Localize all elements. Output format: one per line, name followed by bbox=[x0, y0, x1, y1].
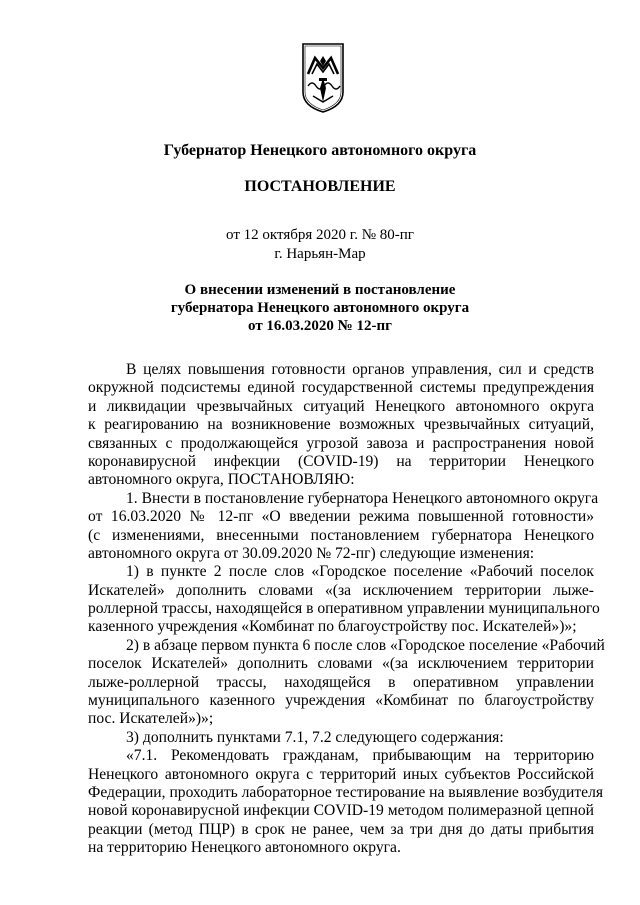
body-line: 1. Внести в постановление губернатора Ненецкого автономного округа bbox=[126, 489, 599, 507]
issuer-heading: Губернатор Ненецкого автономного округа bbox=[163, 142, 477, 159]
body-line: Искателей» дополнить словами «(за исключением территории лыже- bbox=[88, 581, 594, 599]
document-type: ПОСТАНОВЛЕНИЕ bbox=[244, 178, 396, 195]
body-line: коронавирусной инфекции (COVID-19) на территории Ненецкого bbox=[88, 452, 594, 470]
body-line: (с изменениями, внесенными постановлением губернатора Ненецкого bbox=[88, 526, 594, 544]
body-line: Ненецкого автономного округа с территорий иных субъектов Российской bbox=[88, 765, 594, 783]
body-line: лыже-роллерной трассы, находящейся в оперативном управлении bbox=[88, 673, 594, 691]
body-line: муниципального казенного учреждения «Комбинат по благоустройству bbox=[88, 692, 594, 710]
body-line: и ликвидации чрезвычайных ситуаций Ненецкого автономного округа bbox=[88, 397, 594, 415]
date-number: от 12 октября 2020 г. № 80-пг bbox=[226, 227, 414, 243]
title-line: О внесении изменений в постановление bbox=[184, 282, 456, 298]
body-line: 3) дополнить пунктами 7.1, 7.2 следующего содержания: bbox=[126, 728, 504, 746]
title-line: от 16.03.2020 № 12-пг bbox=[248, 318, 392, 334]
body-line: автономного округа, ПОСТАНОВЛЯЮ: bbox=[88, 471, 355, 489]
document-title bbox=[0, 281, 640, 335]
coat-of-arms-icon bbox=[300, 42, 346, 114]
body-line: Федерации, проходить лабораторное тестирование на выявление возбудителя bbox=[88, 783, 604, 801]
body-line: связанных с продолжающейся угрозой завоза и распространения новой bbox=[88, 434, 594, 452]
body-line: от 16.03.2020 № 12-пг «О введении режима повышенной готовности» bbox=[88, 508, 594, 526]
body-line: «7.1. Рекомендовать гражданам, прибывающим на территорию bbox=[126, 747, 594, 765]
body-line: В целях повышения готовности органов управления, сил и средств bbox=[126, 361, 594, 378]
body-line: 2) в абзаце первом пункта 6 после слов «Городское поселение «Рабочий bbox=[126, 636, 605, 654]
body-line: к реагированию на возникновение возможных чрезвычайных ситуаций, bbox=[88, 416, 594, 434]
body-line: казенного учреждения «Комбинат по благоустройству пос. Искателей»)»; bbox=[88, 618, 577, 636]
body-line: новой коронавирусной инфекции COVID-19 методом полимеразной цепной bbox=[88, 802, 594, 820]
title-line: губернатора Ненецкого автономного округа bbox=[170, 300, 470, 316]
body-line: поселок Искателей» дополнить словами «(за исключением территории bbox=[88, 655, 594, 673]
body-line: окружной подсистемы единой государственной системы предупреждения bbox=[88, 379, 594, 397]
body-line: реакции (метод ПЦР) в срок не ранее, чем за три дня до даты прибытия bbox=[88, 820, 594, 838]
body-line: автономного округа от 30.09.2020 № 72-пг) следующие изменения: bbox=[88, 544, 535, 562]
body-line: на территорию Ненецкого автономного округа. bbox=[88, 839, 401, 857]
document-body bbox=[88, 361, 605, 858]
body-line: пос. Искателей»)»; bbox=[88, 710, 214, 728]
body-line: 1) в пункте 2 после слов «Городское поселение «Рабочий поселок bbox=[126, 563, 594, 581]
body-line: роллерной трассы, находящейся в оперативном управлении муниципального bbox=[88, 600, 600, 618]
place: г. Нарьян-Мар bbox=[274, 246, 366, 262]
